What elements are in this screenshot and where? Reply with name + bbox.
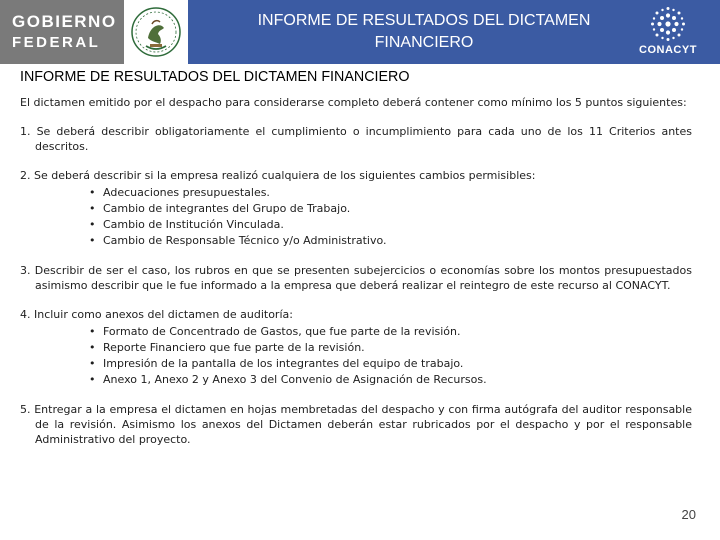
bullet: •: [89, 325, 96, 338]
sub-list: [35, 324, 692, 388]
slide-content: [20, 64, 692, 461]
bullet: •: [89, 341, 96, 354]
sub-item-text: Cambio de Responsable Técnico y/o Administrativo.: [103, 234, 387, 247]
gobierno-federal-logo: [0, 0, 124, 64]
conacyt-label: CONACYT: [639, 44, 697, 56]
sub-item-text: Reporte Financiero que fue parte de la revisión.: [103, 341, 365, 354]
sub-item-text: Adecuaciones presupuestales.: [103, 186, 270, 199]
item-text: 2. Se deberá describir si la empresa realizó cualquiera de los siguientes cambios permisibles:: [20, 169, 536, 182]
sub-list-item: [35, 324, 692, 340]
sub-item-text: Cambio de Institución Vinculada.: [103, 218, 284, 231]
sub-list-item: [35, 217, 692, 233]
item-text: 3. Describir de ser el caso, los rubros en que se presenten subejercicios o economías sobre los montos presupuestados asimismo describir que le fue informado a la empresa que deberá realizar el reintegro de este recurso al CONACYT.: [20, 264, 692, 292]
bullet: •: [89, 202, 96, 215]
intro-paragraph: El dictamen emitido por el despacho para considerarse completo deberá contener como mínimo los 5 puntos siguientes:: [20, 96, 687, 109]
gob-line1: GOBIERNO: [12, 12, 117, 31]
bullet: •: [89, 218, 96, 231]
list-item: [20, 402, 692, 447]
sub-list-item: [35, 372, 692, 388]
gob-line2: FEDERAL: [12, 34, 101, 51]
header-bar: [188, 0, 720, 64]
bullet: •: [89, 186, 96, 199]
sub-item-text: Anexo 1, Anexo 2 y Anexo 3 del Convenio de Asignación de Recursos.: [103, 373, 487, 386]
page-number: 20: [681, 507, 696, 522]
sub-list-item: [35, 233, 692, 249]
sub-list-item: [35, 356, 692, 372]
list-item: [20, 263, 692, 293]
header-title: INFORME DE RESULTADOS DEL DICTAMEN FINANCIERO: [257, 12, 591, 51]
item-text: 4. Incluir como anexos del dictamen de auditoría:: [20, 308, 293, 321]
sub-item-text: Cambio de integrantes del Grupo de Trabajo.: [103, 202, 351, 215]
list-item: [20, 124, 692, 154]
slide-header: [0, 0, 720, 64]
conacyt-logo-icon: [628, 4, 708, 60]
page-title: INFORME DE RESULTADOS DEL DICTAMEN FINANCIERO: [20, 69, 410, 85]
sub-item-text: Formato de Concentrado de Gastos, que fue parte de la revisión.: [103, 325, 461, 338]
item-text: 5. Entregar a la empresa el dictamen en hojas membretadas del despacho y con firma autógrafa del auditor responsable de la revisión. Asimismo los anexos del Dictamen deberán estar rubricados por el despacho y por el responsable Administrativo del proyecto.: [20, 403, 692, 446]
list-item: [20, 307, 692, 388]
sub-item-text: Impresión de la pantalla de los integrantes del equipo de trabajo.: [103, 357, 464, 370]
list-item: [20, 168, 692, 249]
sub-list-item: [35, 340, 692, 356]
bullet: •: [89, 234, 96, 247]
sub-list: [35, 185, 692, 249]
bullet: •: [89, 373, 96, 386]
sub-list-item: [35, 201, 692, 217]
item-text: 1. Se deberá describir obligatoriamente el cumplimiento o incumplimiento para cada uno de los 11 Criterios antes descritos.: [20, 125, 692, 153]
sub-list-item: [35, 185, 692, 201]
mexican-coat-of-arms-icon: [124, 0, 188, 64]
bullet: •: [89, 357, 96, 370]
